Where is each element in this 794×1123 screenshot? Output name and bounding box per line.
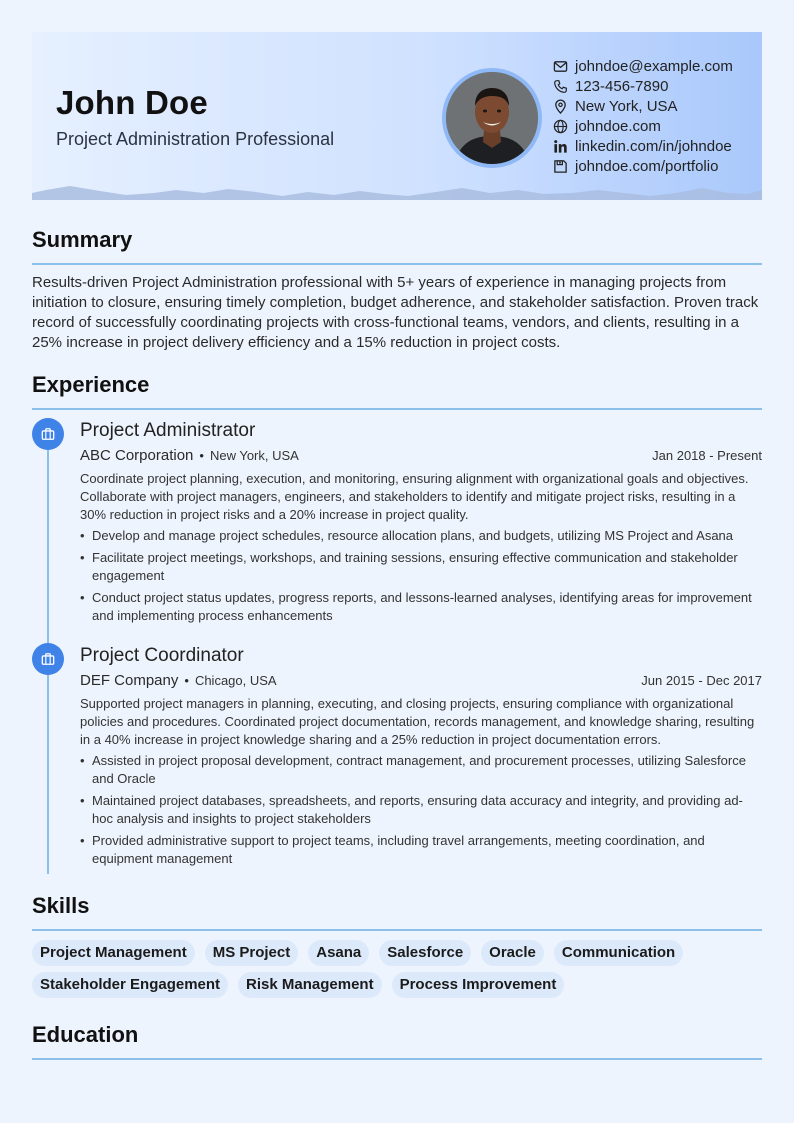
contact-portfolio[interactable] bbox=[552, 156, 733, 176]
skill-chip: Risk Management bbox=[238, 972, 382, 998]
candidate-title: Project Administration Professional bbox=[56, 129, 335, 149]
contact-list bbox=[552, 56, 733, 176]
job-entry bbox=[80, 643, 762, 872]
experience-divider bbox=[32, 408, 762, 410]
job-bullet-list bbox=[80, 527, 762, 625]
job-dates: Jun 2015 - Dec 2017 bbox=[641, 673, 762, 688]
job-role: Project Administrator bbox=[80, 420, 256, 441]
job-entry bbox=[80, 418, 762, 629]
job-location: New York, USA bbox=[209, 448, 299, 463]
job-meta: ABC Corporation • New York, USA Jan 2018 - Present bbox=[80, 444, 762, 468]
avatar bbox=[442, 68, 542, 168]
skill-chip: Oracle bbox=[481, 940, 544, 966]
resume-header bbox=[32, 32, 762, 200]
job-bullet: • Assisted in project proposal development, contract management, and procurement processes, utilizing Salesforce and Oracle bbox=[80, 752, 762, 788]
job-role: Project Coordinator bbox=[80, 645, 244, 666]
contact-portfolio-text: johndoe.com/portfolio bbox=[575, 157, 719, 175]
skill-chip: Process Improvement bbox=[392, 972, 565, 998]
job-2-briefcase-icon bbox=[32, 643, 64, 675]
contact-location-text: New York, USA bbox=[575, 97, 678, 115]
job-description: Supported project managers in planning, executing, and closing projects, ensuring compliance with organizational policies and procedures. Coordinated project documentation, records management, and knowledge sharing, resulting in a 40% increase in project knowledge sharing and a 25% reduction in project documentation errors. bbox=[80, 696, 755, 747]
portfolio-icon bbox=[552, 158, 568, 174]
contact-location bbox=[552, 96, 733, 116]
job-meta: DEF Company • Chicago, USA Jun 2015 - Dec 2017 bbox=[80, 669, 762, 693]
contact-website-text: johndoe.com bbox=[575, 117, 661, 135]
job-bullet: • Facilitate project meetings, workshops, and training sessions, ensuring effective communication and stakeholder engagement bbox=[80, 549, 762, 585]
skill-chip: MS Project bbox=[205, 940, 299, 966]
education-divider bbox=[32, 1058, 762, 1060]
skills-divider bbox=[32, 929, 762, 931]
summary-divider bbox=[32, 263, 762, 265]
skill-chip: Project Management bbox=[32, 940, 195, 966]
job-company: DEF Company bbox=[80, 672, 179, 689]
contact-email[interactable] bbox=[552, 56, 733, 76]
job-company: ABC Corporation bbox=[80, 447, 194, 464]
job-bullet: • Maintained project databases, spreadsheets, and reports, ensuring data accuracy and integrity, and providing ad-hoc analysis and insights to project stakeholders bbox=[80, 792, 762, 828]
location-pin-icon bbox=[552, 98, 568, 114]
summary-heading: Summary bbox=[32, 227, 133, 252]
contact-website[interactable] bbox=[552, 116, 733, 136]
phone-icon bbox=[552, 78, 568, 94]
job-1-briefcase-icon bbox=[32, 418, 64, 450]
job-description: Coordinate project planning, execution, and monitoring, ensuring alignment with organizational goals and objectives. Collaborate with project managers, engineers, and stakeholders to identify and mitigate project risks, resulting in a 30% reduction in project risks and a 20% increase in project quality. bbox=[80, 471, 749, 522]
skills-heading: Skills bbox=[32, 893, 90, 918]
job-dates: Jan 2018 - Present bbox=[652, 448, 762, 463]
candidate-name: John Doe bbox=[56, 84, 208, 121]
skill-chip: Communication bbox=[554, 940, 683, 966]
skill-chip: Asana bbox=[308, 940, 369, 966]
contact-phone[interactable] bbox=[552, 76, 733, 96]
linkedin-icon bbox=[552, 138, 568, 154]
contact-email-text: johndoe@example.com bbox=[575, 57, 733, 75]
skill-chip: Stakeholder Engagement bbox=[32, 972, 228, 998]
contact-phone-text: 123-456-7890 bbox=[575, 77, 669, 95]
skills-list bbox=[32, 940, 762, 1004]
job-bullet-list bbox=[80, 752, 762, 868]
job-location: Chicago, USA bbox=[194, 673, 277, 688]
contact-linkedin-text: linkedin.com/in/johndoe bbox=[575, 137, 732, 155]
contact-linkedin[interactable] bbox=[552, 136, 733, 156]
mail-icon bbox=[552, 58, 568, 74]
job-bullet: • Conduct project status updates, progress reports, and lessons-learned analyses, identifying areas for improvement and implementing process enhancements bbox=[80, 589, 762, 625]
job-bullet: • Provided administrative support to project teams, including travel arrangements, meeting coordination, and equipment management bbox=[80, 832, 762, 868]
education-heading: Education bbox=[32, 1022, 139, 1047]
job-bullet: • Develop and manage project schedules, resource allocation plans, and budgets, utilizing MS Project and Asana bbox=[80, 527, 762, 545]
experience-heading: Experience bbox=[32, 372, 150, 397]
skill-chip: Salesforce bbox=[379, 940, 471, 966]
globe-icon bbox=[552, 118, 568, 134]
header-wave-decoration bbox=[32, 184, 762, 200]
summary-text: Results-driven Project Administration professional with 5+ years of experience in managing projects from initiation to closure, ensuring timely completion, budget adherence, and stakeholder satisfaction. Proven track record of successfully coordinating projects with cross-functional teams, vendors, and clients, resulting in a 25% increase in project delivery efficiency and a 15% reduction in project costs. bbox=[32, 274, 759, 351]
